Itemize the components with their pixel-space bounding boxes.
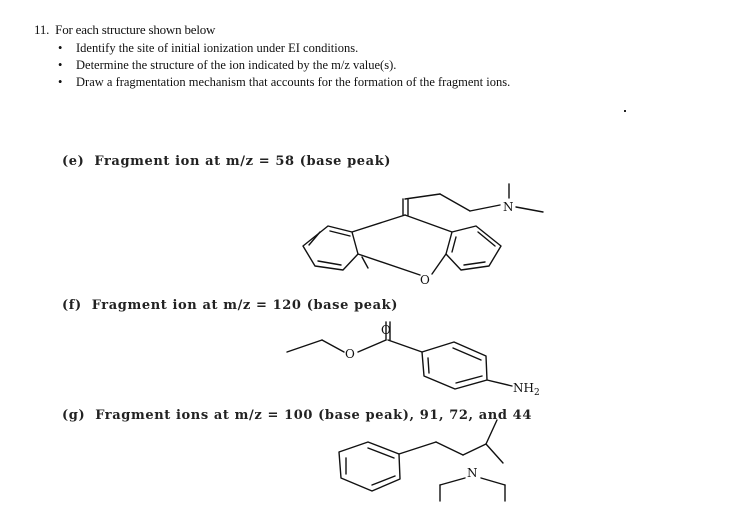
part-g-text: Fragment ions at m/z = 100 (base peak), 91, 72, and 44 <box>95 408 532 423</box>
bullet-icon: • <box>58 41 63 55</box>
bridge-bond-right <box>405 215 452 232</box>
benzyl-bond <box>399 442 436 454</box>
nh2-subscript: 2 <box>533 388 540 398</box>
atom-o-ester-f: O <box>345 347 355 361</box>
bridge-bond-left <box>352 215 405 232</box>
ethyl-bond-2 <box>322 340 344 352</box>
atom-o-e: O <box>420 273 430 287</box>
n-ethyl-left-1 <box>440 478 465 485</box>
chain-bond-1 <box>405 194 440 199</box>
task-text: Draw a fragmentation mechanism that accounts for the formation of the fragment ions. <box>76 75 511 89</box>
chain-g-3 <box>486 420 497 444</box>
aromatic-inner-f-1 <box>453 348 481 360</box>
part-e-text: Fragment ion at m/z = 58 (base peak) <box>94 154 392 169</box>
ether-bond-right <box>432 254 446 274</box>
aromatic-inner-f-2 <box>428 358 429 373</box>
nh-label: NH <box>513 381 534 395</box>
task-text: Identify the site of initial ionization under EI conditions. <box>76 41 359 55</box>
task-text: Determine the structure of the ion indicated by the m/z value(s). <box>76 58 397 72</box>
part-e-tag: (e) <box>62 154 85 169</box>
aromatic-inner-bonds-left-3 <box>309 232 320 245</box>
aromatic-inner-bonds-right-3 <box>452 237 456 252</box>
chain-g-4 <box>486 444 503 463</box>
aromatic-inner-bonds-right-2 <box>464 262 485 265</box>
ester-o-bond <box>358 340 386 352</box>
amine-bond <box>487 380 512 386</box>
atom-n-e: N <box>503 200 514 214</box>
question-number: 11. <box>34 22 50 37</box>
atom-o-carbonyl-f: O <box>381 323 391 337</box>
bullet-icon: • <box>58 58 63 72</box>
ether-bond-left <box>358 254 420 275</box>
part-f-text: Fragment ion at m/z = 120 (base peak) <box>91 298 399 313</box>
structure-g <box>339 420 505 501</box>
aromatic-inner-g-1 <box>368 448 394 458</box>
atom-n-g: N <box>467 466 478 480</box>
carbonyl-ring-bond <box>388 340 422 352</box>
ring-fusion-left <box>362 257 368 268</box>
n-methyl-right <box>516 207 543 212</box>
chain-bond-3 <box>470 205 500 211</box>
chain-g-2 <box>463 444 486 455</box>
aromatic-inner-bonds-left-2 <box>318 261 341 265</box>
n-ethyl-right-1 <box>481 478 505 485</box>
aromatic-inner-bonds-left <box>330 231 350 236</box>
part-f-tag: (f) <box>62 298 82 313</box>
benzene-ring-g <box>339 442 400 491</box>
aromatic-inner-g-3 <box>372 476 395 485</box>
part-g-tag: (g) <box>62 408 86 423</box>
chain-g-1 <box>436 442 463 455</box>
structure-e <box>303 184 543 275</box>
ethyl-bond-1 <box>287 340 322 352</box>
bullet-icon: • <box>58 75 63 89</box>
group-nh2-f <box>513 381 540 398</box>
structure-f <box>287 322 512 389</box>
chain-bond-2 <box>440 194 470 211</box>
question-text: For each structure shown below <box>55 22 216 37</box>
